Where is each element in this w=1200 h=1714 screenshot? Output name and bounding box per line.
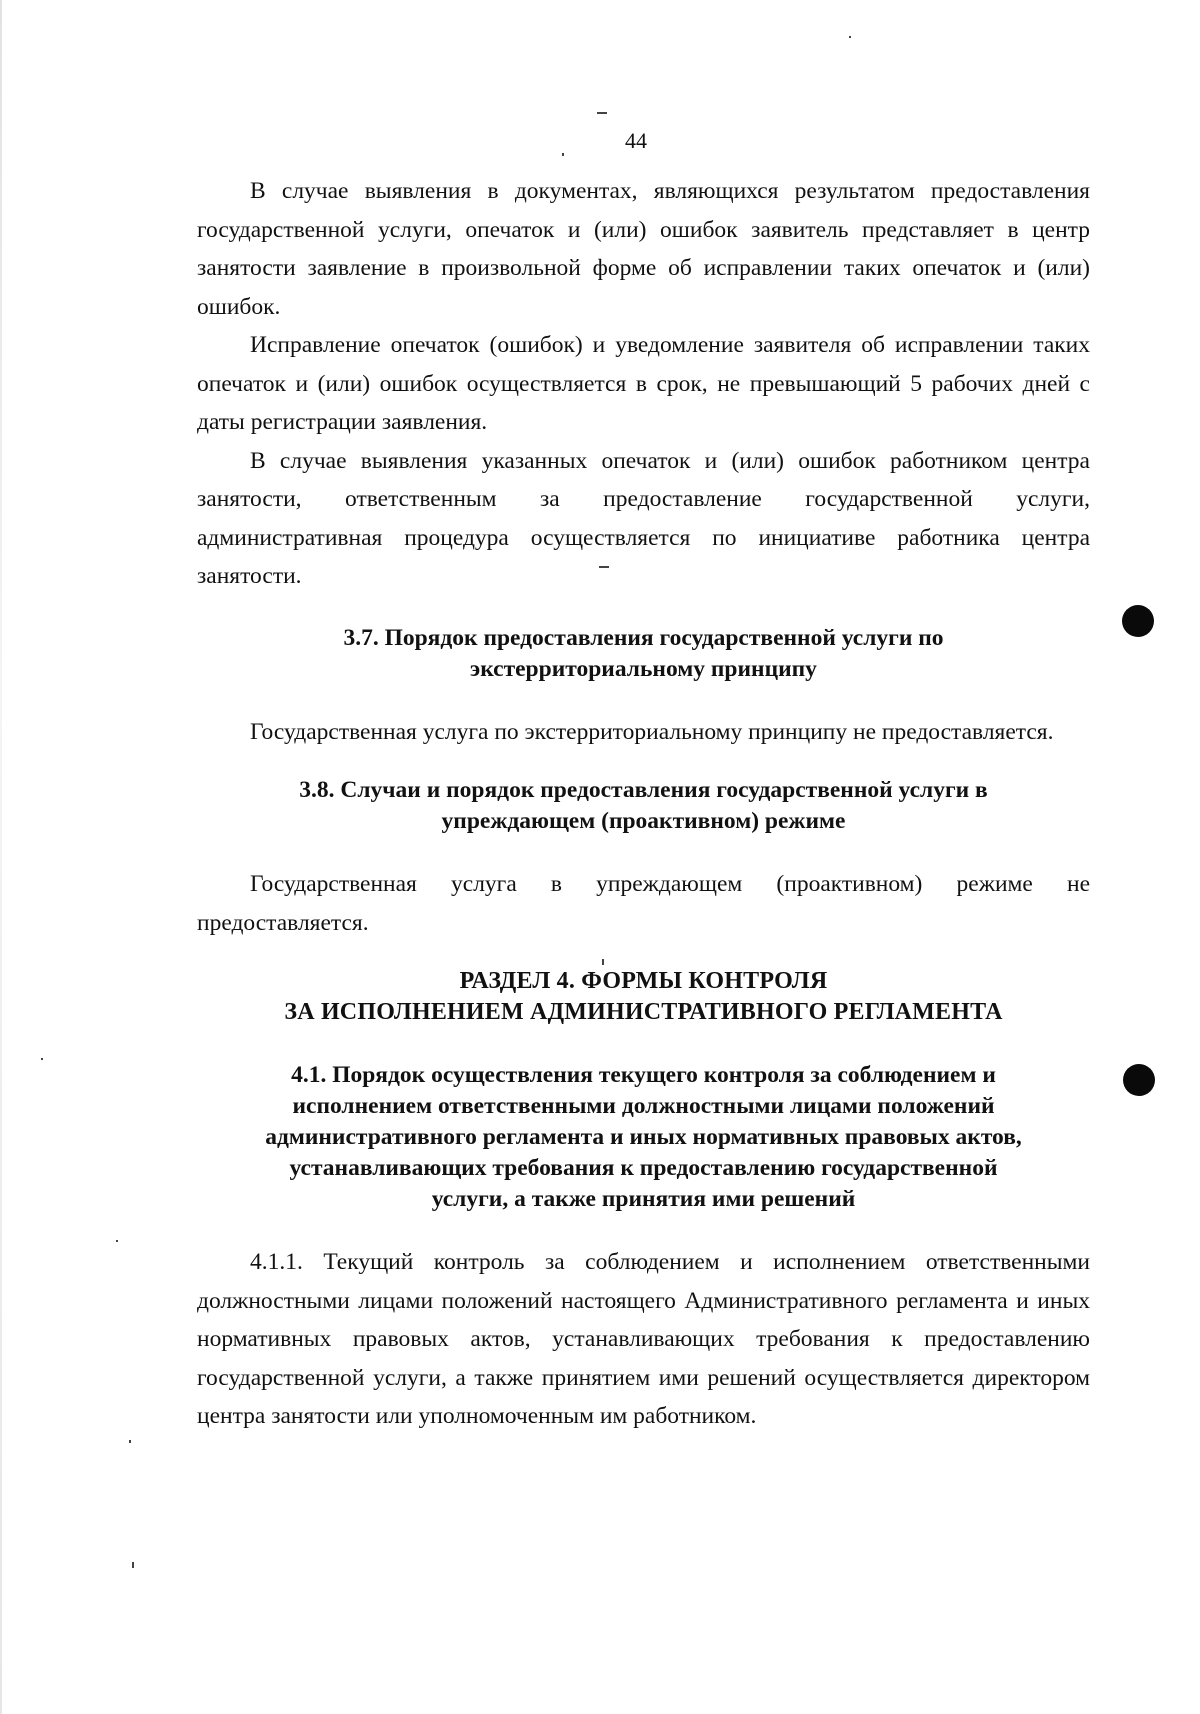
heading-3-7-line2: экстерриториальному принципу (470, 655, 817, 682)
scan-speck (602, 959, 604, 965)
punch-hole-mark (1123, 1064, 1155, 1096)
scan-speck (849, 36, 851, 38)
heading-3-7 (197, 623, 1090, 685)
paragraph-3-7: Государственная услуга по экстерриториальному принципу не предоставляется. (250, 718, 1054, 745)
scan-speck (116, 1240, 118, 1242)
heading-3-7-line1: 3.7. Порядок предоставления государственной услуги по (343, 624, 944, 651)
scan-speck (597, 112, 607, 114)
scan-speck (599, 566, 609, 568)
heading-3-8 (197, 775, 1090, 837)
heading-3-8-line2: упреждающем (проактивном) режиме (441, 808, 846, 834)
heading-4-1 (197, 1060, 1090, 1215)
heading-section-4-line1: РАЗДЕЛ 4. ФОРМЫ КОНТРОЛЯ (459, 968, 828, 994)
page-content (197, 172, 1090, 1436)
heading-4-1-line3: административного регламента и иных нормативных правовых актов, (265, 1124, 1022, 1150)
paragraph-typo-employee-initiative: В случае выявления указанных опечаток и (или) ошибок работником центра занятости, ответственным за предоставление государственной услуги, административная процедура осуществляется по инициативе работника центра занятости. (197, 447, 1090, 589)
scan-edge (0, 0, 2, 1714)
heading-3-8-line1: 3.8. Случаи и порядок предоставления государственной услуги в (299, 777, 988, 803)
heading-4-1-line4: устанавливающих требования к предоставлению государственной (289, 1155, 998, 1181)
punch-hole-mark (1122, 605, 1154, 637)
heading-section-4-line2: ЗА ИСПОЛНЕНИЕМ АДМИНИСТРАТИВНОГО РЕГЛАМЕНТА (284, 999, 1003, 1025)
scan-speck (562, 153, 564, 156)
heading-4-1-line5: услуги, а также принятия ими решений (431, 1186, 856, 1212)
scan-speck (129, 1440, 131, 1443)
paragraph-3-8: Государственная услуга в упреждающем (проактивном) режиме не предоставляется. (197, 871, 1090, 936)
heading-4-1-line2: исполнением ответственными должностными лицами положений (292, 1093, 995, 1119)
scan-speck (41, 1058, 43, 1060)
paragraph-typo-correction-term: Исправление опечаток (ошибок) и уведомление заявителя об исправлении таких опечаток и (или) ошибок осуществляется в срок, не превышающий 5 рабочих дней с даты регистрации заявления. (197, 332, 1090, 435)
paragraph-typo-application: В случае выявления в документах, являющихся результатом предоставления государственной услуги, опечаток и (или) ошибок заявитель представляет в центр занятости заявление в произвольной форме об исправлении таких опечаток и (или) ошибок. (197, 178, 1090, 320)
scan-speck (132, 1562, 134, 1568)
page-number: 44 (625, 128, 647, 153)
heading-section-4 (197, 966, 1090, 1028)
paragraph-4-1-1: 4.1.1. Текущий контроль за соблюдением и исполнением ответственными должностными лицами положений настоящего Административного регламента и иных нормативных правовых актов, устанавливающих требования к предоставлению государственной услуги, а также принятием ими решений осуществляется директором центра занятости или уполномоченным им работником. (197, 1249, 1090, 1429)
heading-4-1-line1: 4.1. Порядок осуществления текущего контроля за соблюдением и (291, 1062, 996, 1088)
